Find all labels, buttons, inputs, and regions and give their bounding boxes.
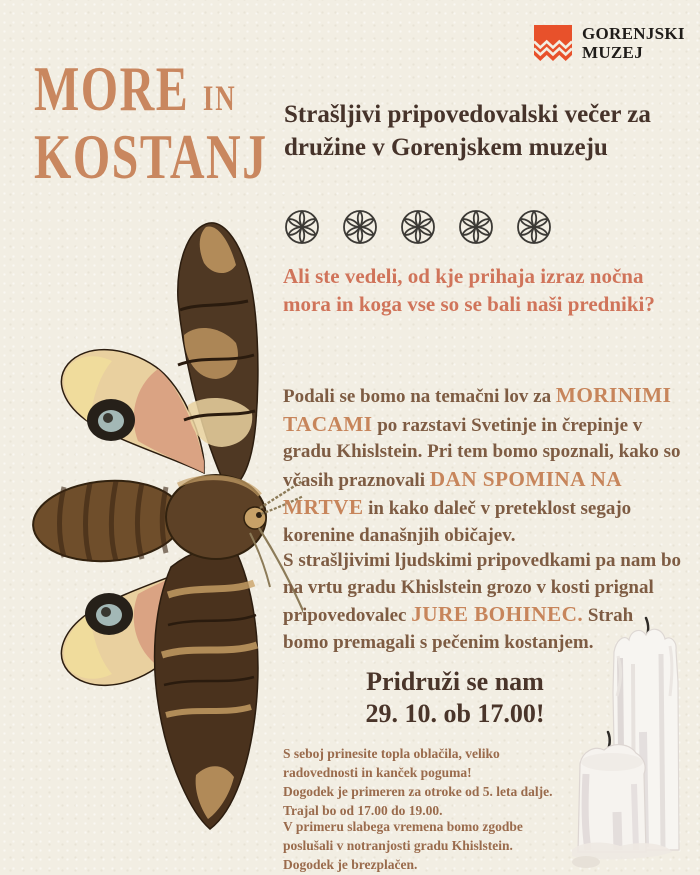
chestnut-wheel-icon: [515, 208, 553, 246]
para1-text: in kako daleč v preteklost segajo korenine današnjih običajev.: [283, 498, 632, 546]
museum-flag-icon: [533, 24, 573, 64]
chestnut-wheel-icon: [399, 208, 437, 246]
museum-logo: [533, 24, 685, 64]
moth-body: [30, 475, 266, 566]
event-subtitle: Strašljivi pripovedovalski večer za družine v Gorenjskem muzeju: [284, 101, 651, 161]
weather-info-line: Dogodek je brezplačen.: [283, 857, 418, 872]
para1-accent-dan-spomina: DAN SPOMINA NA MRTVE: [283, 466, 621, 519]
wax-puddle: [572, 843, 672, 868]
practical-info: [283, 744, 552, 820]
poster-title: [34, 52, 268, 193]
event-description-1: [283, 382, 683, 549]
chestnut-wheel-icon: [283, 208, 321, 246]
teaser-question: Ali ste vedeli, od kje prihaja izraz nočna mora in koga vse so se bali naši predniki?: [283, 264, 655, 316]
moth-illustration: [8, 215, 303, 840]
weather-info-line: poslušali v notranjosti gradu Khislstein.: [283, 838, 513, 853]
para2-text: S strašljivimi ljudskimi pripovedkami pa nam bo na vrtu gradu Khislstein grozo v kosti prignal pripovedovalec: [283, 550, 682, 626]
chestnut-wheel-icon: [341, 208, 379, 246]
moth-lower-forewing: [155, 547, 258, 829]
para2-text: Strah bomo premagali s pečenim kostanjem.: [283, 605, 634, 653]
event-date-callout: [290, 666, 620, 730]
para1-text: Podali se bomo na temačni lov za: [283, 386, 556, 407]
para2-accent-jure-bohinec: JURE BOHINEC.: [411, 602, 584, 626]
poster-title-line2: KOSTANJ: [34, 122, 268, 193]
chestnut-icons-row: [283, 208, 553, 246]
cta-line1: Pridruži se nam: [366, 667, 544, 696]
museum-name: [582, 24, 685, 62]
chestnut-wheel-icon: [457, 208, 495, 246]
cta-line2: 29. 10. ob 17.00!: [365, 699, 545, 728]
title-word-more: MORE: [34, 54, 190, 125]
practical-info-line: Dogodek je primeren za otroke od 5. leta dalje.: [283, 784, 553, 799]
para1-accent-morinimi-tacami: MORINIMI TACAMI: [283, 383, 672, 436]
practical-info-line: Trajal bo od 17.00 do 19.00.: [283, 803, 443, 818]
practical-info-line: radovednosti in kanček poguma!: [283, 765, 472, 780]
weather-info: [283, 817, 523, 874]
museum-name-line2: MUZEJ: [582, 43, 643, 62]
title-word-in: IN: [202, 78, 237, 118]
moth-upper-hindwing: [61, 350, 204, 473]
museum-name-line1: GORENJSKI: [582, 24, 685, 43]
practical-info-line: S seboj prinesite topla oblačila, veliko: [283, 746, 500, 761]
event-description-2: [283, 548, 683, 656]
weather-info-line: V primeru slabega vremena bomo zgodbe: [283, 819, 523, 834]
para1-text: po razstavi Svetinje in črepinje v gradu Khislstein. Pri tem bomo spoznali, kako so včasih praznovali: [283, 414, 681, 491]
